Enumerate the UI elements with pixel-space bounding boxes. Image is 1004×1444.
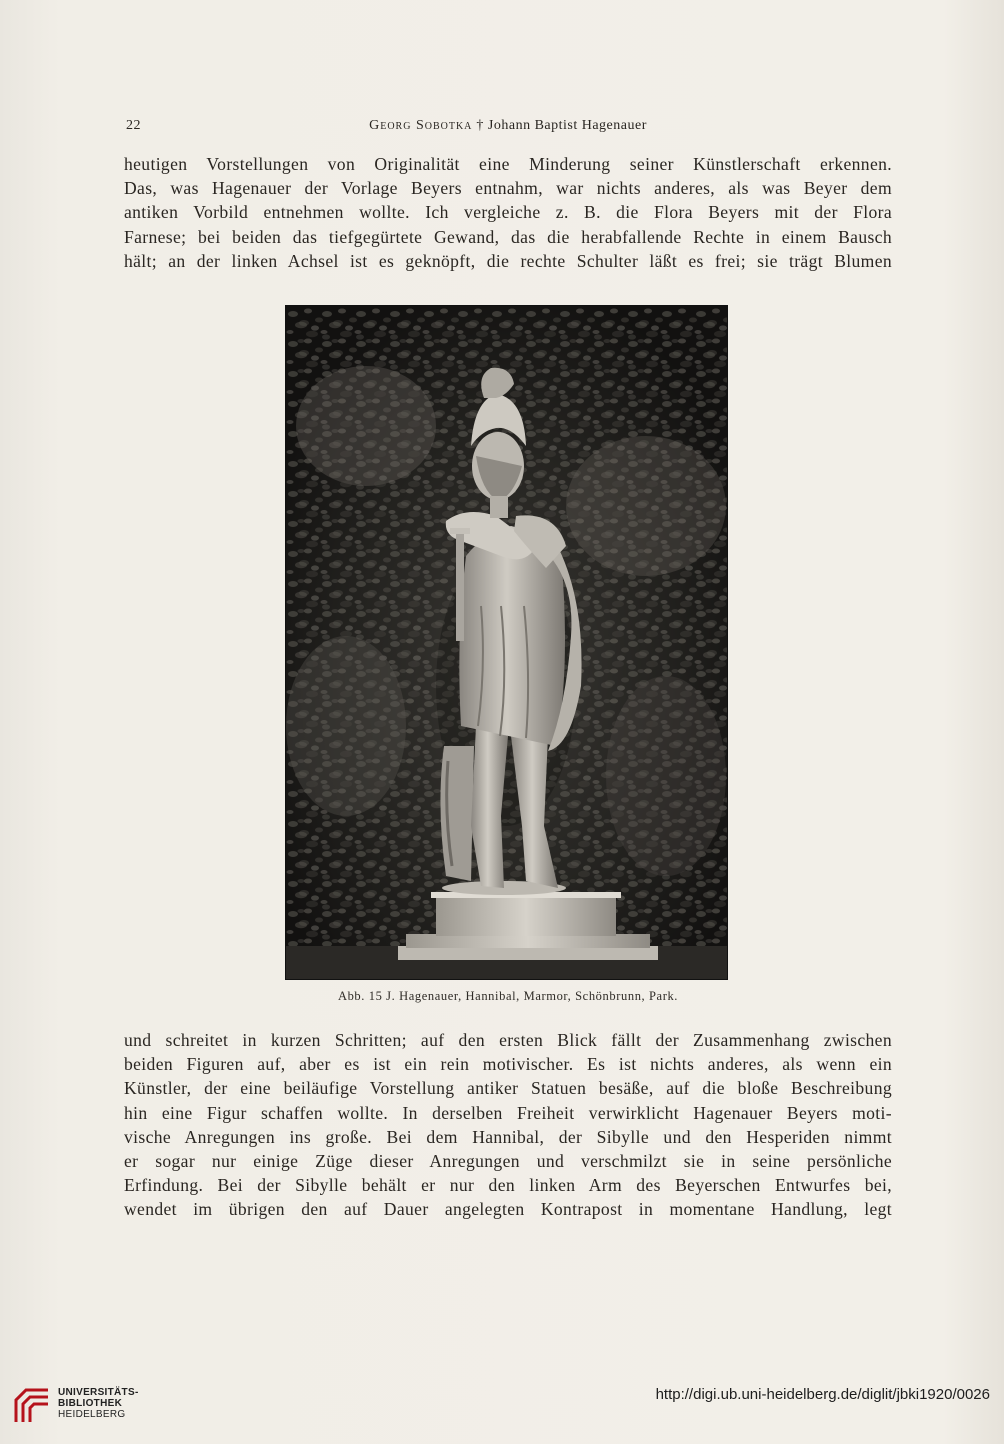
library-name-line-2: BIBLIOTHEK: [58, 1398, 123, 1409]
figure-caption: Abb. 15 J. Hagenauer, Hannibal, Marmor, Schönbrunn, Park.: [337, 989, 679, 1003]
header-title: Johann Baptist Hagenauer: [487, 118, 647, 133]
text-line: antiken Vorbild entnehmen wollte. Ich vergleiche z. B. die Flora Beyers mit der Flora: [124, 202, 892, 223]
body-paragraph-bottom: [124, 1028, 892, 1222]
text-line: hin eine Figur schaffen wollte. In derselben Freiheit verwirklicht Hagenauer Beyers moti-: [124, 1102, 892, 1123]
library-name-line-3: HEIDELBERG: [58, 1409, 126, 1420]
header-author: Georg Sobotka: [369, 118, 473, 133]
running-title: [126, 118, 890, 134]
text-line: Künstler, der eine beiläufige Vorstellung antiker Statuen besäße, auf die bloße Beschreibung: [124, 1078, 892, 1099]
text-line: er sogar nur einige Züge dieser Anregungen und verschmilzt sie in seine persönliche: [124, 1151, 892, 1172]
source-url[interactable]: http://digi.ub.uni-heidelberg.de/diglit/jbki1920/0026: [655, 1386, 990, 1403]
text-line: wendet im übrigen den auf Dauer angelegten Kontrapost in momentane Handlung, legt: [124, 1199, 892, 1220]
digitization-footer: [0, 1374, 1004, 1444]
text-line: und schreitet in kurzen Schritten; auf den ersten Blick fällt der Zusammenhang zwischen: [124, 1030, 892, 1050]
text-line: heutigen Vorstellungen von Originalität eine Minderung seiner Künstlerschaft erkennen.: [124, 154, 892, 174]
library-name-line-1: UNIVERSITÄTS-: [58, 1387, 139, 1398]
page-number: 22: [126, 118, 141, 133]
text-line: vische Anregungen ins große. Bei dem Hannibal, der Sibylle und den Hesperiden nimmt: [124, 1126, 892, 1147]
text-line: Das, was Hagenauer der Vorlage Beyers entnahm, war nichts anderes, als was Beyer dem: [124, 178, 892, 199]
library-name: [58, 1387, 139, 1420]
text-line: Farnese; bei beiden das tiefgegürtete Gewand, das die herabfallende Rechte in einem Bausch: [124, 226, 892, 247]
running-header: [126, 118, 890, 140]
text-line: Erfindung. Bei der Sibylle behält er nur den linken Arm des Beyerschen Entwurfes bei,: [124, 1175, 892, 1196]
dagger-symbol: †: [476, 118, 484, 133]
library-logo-icon: [12, 1386, 52, 1426]
text-line: beiden Figuren auf, aber es ist ein rein motivischer. Es ist nichts anderes, als wenn ein: [124, 1054, 892, 1075]
text-line: hält; an der linken Achsel ist es geknöpft, die rechte Schulter läßt es frei; sie trägt Blumen: [124, 250, 892, 271]
body-paragraph-top: [124, 152, 892, 273]
statue-photograph: [285, 305, 728, 980]
